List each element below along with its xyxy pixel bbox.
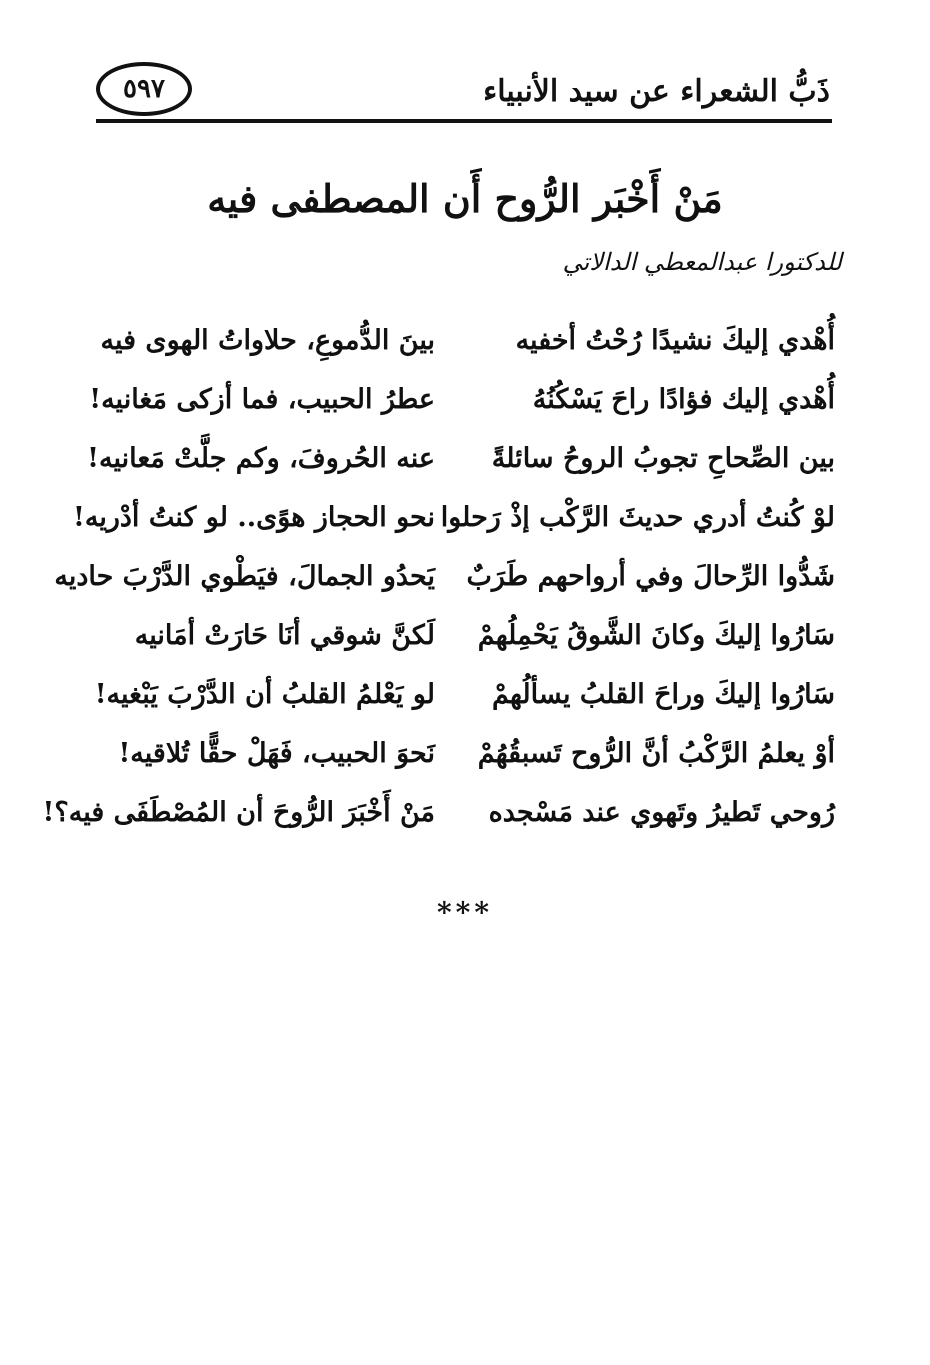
verse <box>90 679 835 738</box>
verse-first-hemistich: سَارُوا إليكَ وكانَ الشَّوقُ يَحْمِلُهمْ <box>477 620 835 651</box>
verse <box>90 384 835 443</box>
verse <box>87 443 835 502</box>
poem-verses <box>42 325 835 856</box>
verse-second-hemistich: عطرُ الحبيب، فما أزكى مَغانيه! <box>89 384 435 415</box>
section-separator: *** <box>437 896 493 929</box>
verse-first-hemistich: أوْ يعلمُ الرَّكْبُ أنَّ الرُّوح تَسبقُهُمْ <box>477 738 835 769</box>
poem-author: للدكتورا عبدالمعطي الدالاتي <box>562 248 842 276</box>
verse <box>73 502 835 561</box>
verse-first-hemistich: رُوحي تَطيرُ وتَهوي عند مَسْجده <box>488 797 835 828</box>
verse <box>54 561 835 620</box>
verse-second-hemistich: يَحدُو الجمالَ، فيَطْوي الدَّرْبَ حاديه <box>54 561 435 592</box>
verse-second-hemistich: نحو الحجاز هوًى.. لو كنتُ أدْريه! <box>73 502 435 533</box>
verse <box>42 797 835 856</box>
verse-second-hemistich: نَحوَ الحبيب، فَهَلْ حقًّا تُلاقيه! <box>118 738 435 769</box>
verse-second-hemistich: لَكنَّ شوقي أنَا حَارَتْ أمَانيه <box>134 620 435 651</box>
verse-first-hemistich: لوْ كُنتُ أدري حديثَ الرَّكْب إذْ رَحلوا <box>440 502 835 533</box>
page-header <box>96 62 832 124</box>
verse-second-hemistich: بينَ الدُّموعِ، حلاواتُ الهوى فيه <box>100 325 435 356</box>
verse <box>90 325 835 384</box>
verse-first-hemistich: شَدُّوا الرِّحالَ وفي أرواحهم طَرَبٌ <box>466 561 835 592</box>
verse-second-hemistich: لو يَعْلمُ القلبُ أن الدَّرْبَ يَبْغيه! <box>94 679 435 710</box>
verse-first-hemistich: أُهْدي إليكَ نشيدًا رُحْتُ أخفيه <box>515 325 835 356</box>
verse <box>90 620 835 679</box>
verse-second-hemistich: عنه الحُروفَ، وكم جلَّتْ مَعانيه! <box>87 443 435 474</box>
verse-first-hemistich: بين الصِّحاحِ تجوبُ الروحُ سائلةً <box>491 443 835 474</box>
verse-second-hemistich: مَنْ أَخْبَرَ الرُّوحَ أن المُصْطَفَى فيه؟! <box>42 797 435 828</box>
page-number: ٥٩٧ <box>123 74 165 104</box>
poem-title: مَنْ أَخْبَر الرُّوح أَن المصطفى فيه <box>207 176 723 221</box>
verse-first-hemistich: أُهْدي إليك فؤادًا راحَ يَسْكُنُهُ <box>532 384 835 415</box>
running-title: ذَبُّ الشعراء عن سيد الأنبياء <box>483 74 830 109</box>
header-rule <box>96 119 832 123</box>
verse <box>90 738 835 797</box>
verse-first-hemistich: سَارُوا إليكَ وراحَ القلبُ يسألُهمْ <box>492 679 835 710</box>
